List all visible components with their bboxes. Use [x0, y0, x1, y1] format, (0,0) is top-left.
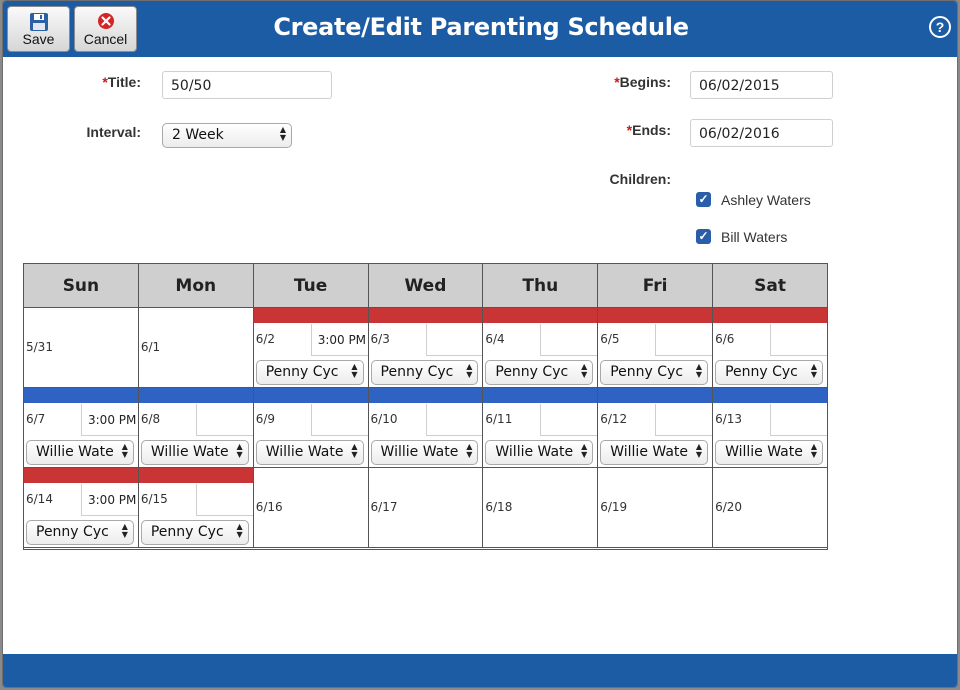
day-date-label: 6/19	[600, 500, 628, 514]
day-date-label: 6/13	[715, 412, 743, 426]
day-date-label: 6/20	[715, 500, 743, 514]
help-icon[interactable]: ?	[929, 16, 951, 38]
schedule-dialog	[2, 0, 958, 688]
day-date-label: 6/7	[26, 412, 46, 426]
parent-select-value: Penny Cyc	[265, 364, 339, 380]
parent-color-bar	[139, 388, 253, 403]
parent-select[interactable]	[141, 440, 249, 465]
calendar-day-cell[interactable]	[368, 468, 483, 548]
parent-select-value: Penny Cyc	[36, 524, 109, 540]
transfer-time-input[interactable]: 3:00 PM	[81, 404, 138, 436]
parent-select[interactable]	[141, 520, 249, 545]
parent-select[interactable]	[26, 440, 134, 465]
day-date-label: 6/3	[370, 332, 390, 346]
parent-color-bar	[369, 308, 483, 323]
select-arrows-icon: ▲ ▼	[279, 125, 286, 142]
day-date-label: 6/4	[485, 332, 505, 346]
parent-color-bar	[483, 388, 597, 403]
schedule-calendar	[23, 263, 828, 550]
transfer-time-input[interactable]	[540, 404, 597, 436]
weekday-header: Sun	[24, 264, 139, 308]
required-mark: *	[614, 74, 620, 90]
calendar-day-cell[interactable]	[24, 308, 139, 388]
select-arrows-icon: ▲ ▼	[121, 522, 128, 539]
begins-field-label	[563, 74, 671, 90]
calendar-week-row	[24, 468, 828, 548]
calendar-day-cell[interactable]	[483, 388, 598, 468]
day-date-label: 6/18	[485, 500, 513, 514]
parent-select-value: Penny Cyc	[380, 364, 454, 380]
transfer-time-input[interactable]	[770, 404, 827, 436]
parent-color-bar	[483, 308, 597, 323]
parent-color-bar	[598, 388, 712, 403]
calendar-day-cell[interactable]	[253, 388, 368, 468]
day-date-label: 6/6	[715, 332, 735, 346]
parent-color-bar	[713, 308, 827, 323]
dialog-header	[3, 1, 958, 57]
begins-date-input[interactable]: 06/02/2015	[690, 71, 833, 99]
select-arrows-icon: ▲ ▼	[695, 442, 703, 459]
day-date-label: 6/14	[26, 492, 53, 506]
parent-color-bar	[254, 308, 368, 323]
transfer-time-input[interactable]: 3:00 PM	[311, 324, 368, 356]
day-date-label: 6/1	[140, 340, 161, 354]
calendar-day-cell[interactable]	[598, 388, 713, 468]
calendar-week-row	[24, 308, 828, 388]
required-mark: *	[626, 122, 633, 138]
parent-select[interactable]	[600, 440, 708, 465]
transfer-time-input[interactable]	[426, 324, 483, 356]
required-mark: *	[102, 74, 108, 90]
select-arrows-icon: ▲ ▼	[466, 362, 473, 379]
parent-select-value: Penny Cyc	[725, 364, 798, 380]
calendar-day-cell[interactable]	[138, 468, 253, 548]
transfer-time-input[interactable]	[655, 324, 712, 356]
transfer-time-input[interactable]: 3:00 PM	[81, 484, 138, 516]
parent-select[interactable]	[485, 360, 593, 385]
parent-select[interactable]	[371, 440, 479, 465]
calendar-day-cell[interactable]	[713, 468, 828, 548]
calendar-day-cell[interactable]	[483, 468, 598, 548]
calendar-day-cell[interactable]	[713, 388, 828, 468]
calendar-week-row	[24, 388, 828, 468]
ends-label-text: Ends:	[632, 122, 671, 138]
day-date-label: 6/16	[255, 500, 283, 514]
child-checkbox-bill[interactable]: ✓	[696, 229, 711, 244]
day-date-label: 6/15	[140, 492, 168, 506]
calendar-day-cell[interactable]	[483, 308, 598, 388]
parent-select[interactable]	[256, 440, 364, 465]
child-name-ashley: Ashley Waters	[721, 192, 811, 208]
select-arrows-icon: ▲ ▼	[236, 522, 243, 539]
calendar-day-cell[interactable]	[253, 468, 368, 548]
weekday-header: Wed	[368, 264, 483, 308]
parent-select[interactable]	[26, 520, 134, 545]
weekday-header: Sat	[713, 264, 828, 308]
transfer-time-input[interactable]	[196, 484, 253, 516]
calendar-day-cell[interactable]	[598, 308, 713, 388]
select-arrows-icon: ▲ ▼	[236, 442, 243, 459]
select-arrows-icon: ▲ ▼	[810, 442, 817, 459]
dialog-footer	[3, 654, 958, 687]
begins-label-text: Begins:	[619, 74, 671, 90]
children-label: Children:	[609, 171, 671, 187]
parent-color-bar	[254, 388, 368, 403]
parent-select-value: Willie Wate	[36, 444, 114, 460]
parent-select-value: Willie Wate	[610, 444, 689, 460]
day-date-label: 6/5	[600, 332, 620, 346]
parent-select[interactable]	[715, 440, 823, 465]
parent-select-value: Penny Cyc	[610, 364, 684, 380]
parent-select[interactable]	[371, 360, 479, 385]
calendar-day-cell[interactable]	[253, 308, 368, 388]
transfer-time-input[interactable]	[655, 404, 712, 436]
parent-select[interactable]	[256, 360, 364, 385]
parent-color-bar	[713, 388, 827, 403]
title-field-label	[63, 74, 141, 90]
parent-color-bar	[598, 308, 712, 323]
interval-select-value: 2 Week	[172, 127, 224, 143]
child-checkbox-ashley[interactable]: ✓	[696, 192, 711, 207]
transfer-time-input[interactable]	[426, 404, 483, 436]
day-date-label: 6/8	[140, 412, 161, 426]
select-arrows-icon: ▲ ▼	[581, 442, 588, 459]
weekday-header: Mon	[138, 264, 253, 308]
parent-select-value: Willie Wate	[380, 444, 459, 460]
save-button-label: Save	[22, 31, 55, 47]
select-arrows-icon: ▲ ▼	[695, 362, 703, 379]
parent-select[interactable]	[600, 360, 708, 385]
parent-select-value: Willie Wate	[725, 444, 803, 460]
select-arrows-icon: ▲ ▼	[351, 362, 358, 379]
dialog-title: Create/Edit Parenting Schedule	[273, 13, 689, 41]
calendar-day-cell[interactable]	[24, 468, 139, 548]
cancel-button-label: Cancel	[83, 31, 128, 47]
parent-select-value: Penny Cyc	[150, 524, 224, 540]
transfer-time-input[interactable]	[311, 404, 368, 436]
parent-select[interactable]	[715, 360, 823, 385]
select-arrows-icon: ▲ ▼	[466, 442, 473, 459]
transfer-time-input[interactable]	[540, 324, 597, 356]
weekday-header: Thu	[483, 264, 598, 308]
parent-color-bar	[24, 468, 138, 483]
transfer-time-input[interactable]	[196, 404, 253, 436]
calendar-day-cell[interactable]	[598, 468, 713, 548]
day-date-label: 6/11	[485, 412, 513, 426]
day-date-label: 6/9	[255, 412, 275, 426]
select-arrows-icon: ▲ ▼	[810, 362, 817, 379]
parent-color-bar	[369, 388, 483, 403]
ends-date-input[interactable]: 06/02/2016	[690, 119, 833, 147]
weekday-header-row	[24, 264, 828, 308]
calendar-day-cell[interactable]	[713, 308, 828, 388]
calendar-day-cell[interactable]	[368, 388, 483, 468]
select-arrows-icon: ▲ ▼	[351, 442, 358, 459]
select-arrows-icon: ▲ ▼	[581, 362, 588, 379]
title-label-text: Title:	[107, 74, 141, 90]
parent-select-value: Penny Cyc	[495, 364, 569, 380]
parent-color-bar	[139, 468, 253, 483]
day-date-label: 5/31	[26, 340, 53, 354]
parent-color-bar	[24, 388, 138, 403]
weekday-header: Tue	[253, 264, 368, 308]
day-date-label: 6/10	[370, 412, 398, 426]
interval-label: Interval:	[86, 124, 141, 140]
transfer-time-input[interactable]	[770, 324, 827, 356]
title-input[interactable]: 50/50	[162, 71, 332, 99]
parent-select-value: Willie Wate	[265, 444, 344, 460]
parent-select[interactable]	[485, 440, 593, 465]
calendar-day-cell[interactable]	[138, 308, 253, 388]
parent-select-value: Willie Wate	[495, 444, 574, 460]
select-arrows-icon: ▲ ▼	[121, 442, 128, 459]
day-date-label: 6/2	[255, 332, 275, 346]
day-date-label: 6/17	[370, 500, 398, 514]
day-date-label: 6/12	[600, 412, 628, 426]
child-name-bill: Bill Waters	[721, 229, 788, 245]
ends-field-label	[563, 122, 671, 138]
interval-select[interactable]	[162, 123, 292, 148]
calendar-day-cell[interactable]	[138, 388, 253, 468]
weekday-header: Fri	[598, 264, 713, 308]
parent-select-value: Willie Wate	[150, 444, 229, 460]
calendar-day-cell[interactable]	[368, 308, 483, 388]
calendar-day-cell[interactable]	[24, 388, 139, 468]
